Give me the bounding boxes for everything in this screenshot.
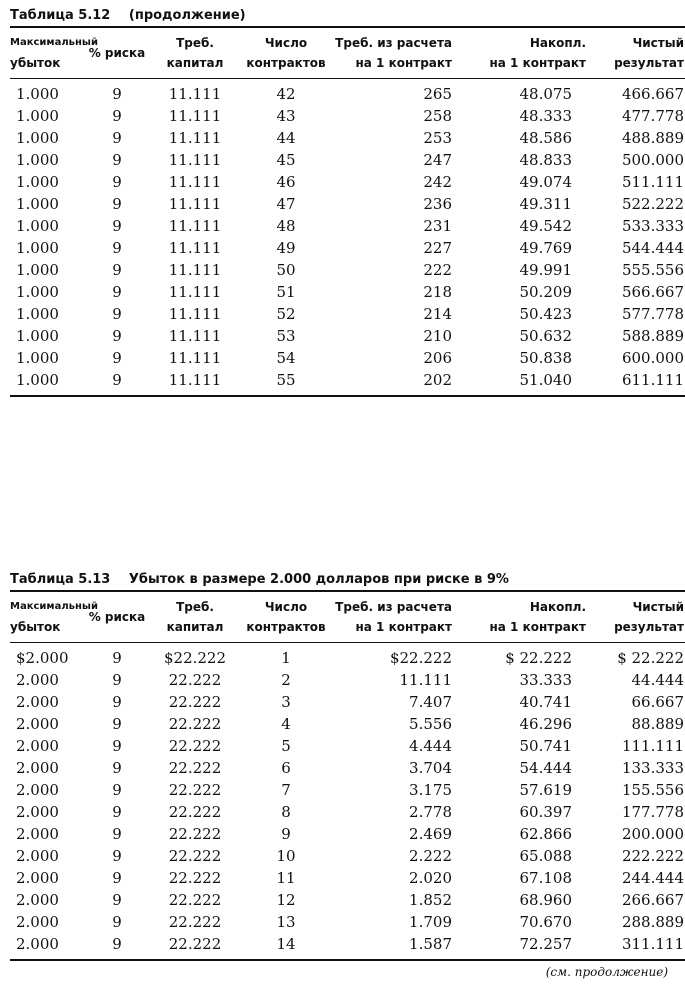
required-capital-cell: 11.111 [168, 151, 222, 169]
accumulated-per-contract-cell: 67.108 [519, 869, 572, 887]
accumulated-per-contract-cell: 33.333 [519, 671, 572, 689]
max-loss-cell: 2.000 [16, 737, 59, 755]
table-row [10, 779, 685, 801]
risk-percent-cell: 9 [112, 825, 122, 843]
required-capital-cell: 11.111 [168, 349, 222, 367]
required-capital-cell: 11.111 [168, 305, 222, 323]
table-row [10, 643, 685, 670]
table-row [10, 303, 685, 325]
col-header-net-result: Чистый результат [592, 591, 685, 643]
risk-percent-cell: 9 [112, 649, 122, 667]
table-row [10, 845, 685, 867]
col-header-required-capital: Треб. капитал [152, 27, 238, 79]
table-row [10, 171, 685, 193]
net-result-cell: 133.333 [621, 759, 684, 777]
net-result-cell: 88.889 [631, 715, 684, 733]
risk-percent-cell: 9 [112, 261, 122, 279]
required-capital-cell: 22.222 [168, 715, 222, 733]
col-header-contracts: Число контрактов [238, 591, 334, 643]
table-row [10, 127, 685, 149]
max-loss-cell: 2.000 [16, 715, 59, 733]
col-header-accumulated-per-contract: Накопл. на 1 контракт [456, 27, 592, 79]
header-row [10, 591, 685, 643]
contracts-cell: 12 [276, 891, 296, 909]
contracts-cell: 1 [281, 649, 291, 667]
required-per-contract-cell: 236 [423, 195, 452, 213]
accumulated-per-contract-cell: 50.209 [519, 283, 572, 301]
required-per-contract-cell: 258 [423, 107, 452, 125]
accumulated-per-contract-cell: 51.040 [519, 371, 572, 389]
table-row [10, 79, 685, 106]
accumulated-per-contract-cell: 50.741 [519, 737, 572, 755]
max-loss-cell: 2.000 [16, 825, 59, 843]
net-result-cell: 544.444 [621, 239, 684, 257]
contracts-cell: 48 [276, 217, 296, 235]
contracts-cell: 42 [276, 85, 296, 103]
table-row [10, 867, 685, 889]
required-capital-cell: 11.111 [168, 239, 222, 257]
net-result-cell: $ 22.222 [617, 649, 684, 667]
accumulated-per-contract-cell: 49.542 [519, 217, 572, 235]
risk-percent-cell: 9 [112, 891, 122, 909]
contracts-cell: 51 [276, 283, 296, 301]
max-loss-cell: 1.000 [16, 349, 59, 367]
col-header-max-loss: Максимальный убыток [10, 591, 82, 643]
required-capital-cell: 11.111 [168, 261, 222, 279]
required-capital-cell: 11.111 [168, 195, 222, 213]
required-capital-cell: 22.222 [168, 803, 222, 821]
required-capital-cell: 11.111 [168, 173, 222, 191]
required-per-contract-cell: 11.111 [399, 671, 452, 689]
table-row [10, 281, 685, 303]
contracts-cell: 8 [281, 803, 291, 821]
col-header-required-per-contract: Треб. из расчета на 1 контракт [334, 591, 456, 643]
col-header-required-per-contract: Треб. из расчета на 1 контракт [334, 27, 456, 79]
required-capital-cell: 11.111 [168, 217, 222, 235]
max-loss-cell: 2.000 [16, 935, 59, 953]
max-loss-cell: 1.000 [16, 195, 59, 213]
contracts-cell: 3 [281, 693, 291, 711]
risk-percent-cell: 9 [112, 781, 122, 799]
required-per-contract-cell: 2.469 [409, 825, 452, 843]
contracts-cell: 9 [281, 825, 291, 843]
required-per-contract-cell: 5.556 [409, 715, 452, 733]
contracts-cell: 53 [276, 327, 296, 345]
net-result-cell: 511.111 [621, 173, 684, 191]
accumulated-per-contract-cell: 46.296 [519, 715, 572, 733]
risk-percent-cell: 9 [112, 217, 122, 235]
required-per-contract-cell: 2.778 [409, 803, 452, 821]
required-per-contract-cell: 7.407 [409, 693, 452, 711]
required-per-contract-cell: 2.020 [409, 869, 452, 887]
net-result-cell: 533.333 [621, 217, 684, 235]
max-loss-cell: 1.000 [16, 173, 59, 191]
required-per-contract-cell: 206 [423, 349, 452, 367]
header-row [10, 27, 685, 79]
max-loss-cell: 1.000 [16, 217, 59, 235]
accumulated-per-contract-cell: 60.397 [519, 803, 572, 821]
table-row [10, 669, 685, 691]
net-result-cell: 488.889 [621, 129, 684, 147]
required-capital-cell: $22.222 [163, 649, 227, 667]
table-row [10, 889, 685, 911]
accumulated-per-contract-cell: 50.838 [519, 349, 572, 367]
risk-percent-cell: 9 [112, 869, 122, 887]
table-row [10, 713, 685, 735]
required-capital-cell: 22.222 [168, 847, 222, 865]
accumulated-per-contract-cell: 49.991 [519, 261, 572, 279]
required-per-contract-cell: 1.852 [409, 891, 452, 909]
risk-percent-cell: 9 [112, 85, 122, 103]
accumulated-per-contract-cell: 48.833 [519, 151, 572, 169]
max-loss-cell: 1.000 [16, 107, 59, 125]
max-loss-cell: 2.000 [16, 869, 59, 887]
required-capital-cell: 22.222 [168, 869, 222, 887]
table-row [10, 105, 685, 127]
max-loss-cell: 1.000 [16, 129, 59, 147]
required-per-contract-cell: 1.709 [409, 913, 452, 931]
table-row [10, 911, 685, 933]
net-result-cell: 311.111 [621, 935, 684, 953]
risk-percent-cell: 9 [112, 671, 122, 689]
accumulated-per-contract-cell: 49.311 [519, 195, 572, 213]
contracts-cell: 2 [281, 671, 291, 689]
accumulated-per-contract-cell: 62.866 [519, 825, 572, 843]
required-per-contract-cell: 4.444 [409, 737, 452, 755]
accumulated-per-contract-cell: 49.769 [519, 239, 572, 257]
max-loss-cell: 1.000 [16, 151, 59, 169]
col-header-contracts: Число контрактов [238, 27, 334, 79]
net-result-cell: 155.556 [621, 781, 684, 799]
table-title: Убыток в размере 2.000 долларов при риске в 9% [128, 572, 509, 587]
accumulated-per-contract-cell: 48.586 [519, 129, 572, 147]
table-number: Таблица 5.12 [10, 8, 111, 23]
net-result-cell: 466.667 [621, 85, 684, 103]
accumulated-per-contract-cell: 48.333 [519, 107, 572, 125]
max-loss-cell: 2.000 [16, 803, 59, 821]
max-loss-cell: 2.000 [16, 847, 59, 865]
contracts-cell: 46 [276, 173, 296, 191]
col-header-net-result: Чистый результат [592, 27, 685, 79]
required-per-contract-cell: $22.222 [389, 649, 452, 667]
accumulated-per-contract-cell: 48.075 [519, 85, 572, 103]
max-loss-cell: 2.000 [16, 671, 59, 689]
table-caption [10, 6, 674, 26]
contracts-cell: 50 [276, 261, 296, 279]
net-result-cell: 288.889 [621, 913, 684, 931]
max-loss-cell: 2.000 [16, 759, 59, 777]
contracts-cell: 44 [276, 129, 296, 147]
required-capital-cell: 22.222 [168, 693, 222, 711]
accumulated-per-contract-cell: 57.619 [519, 781, 572, 799]
risk-percent-cell: 9 [112, 239, 122, 257]
table-row [10, 735, 685, 757]
contracts-cell: 43 [276, 107, 296, 125]
contracts-cell: 47 [276, 195, 296, 213]
col-header-accumulated-per-contract: Накопл. на 1 контракт [456, 591, 592, 643]
table-row [10, 325, 685, 347]
max-loss-cell: 2.000 [16, 693, 59, 711]
risk-percent-cell: 9 [112, 847, 122, 865]
risk-percent-cell: 9 [112, 759, 122, 777]
contracts-cell: 7 [281, 781, 291, 799]
table-row [10, 369, 685, 396]
required-capital-cell: 11.111 [168, 107, 222, 125]
data-table [10, 590, 685, 961]
max-loss-cell: 1.000 [16, 327, 59, 345]
max-loss-cell: 2.000 [16, 891, 59, 909]
required-capital-cell: 22.222 [168, 935, 222, 953]
risk-percent-cell: 9 [112, 195, 122, 213]
accumulated-per-contract-cell: 72.257 [519, 935, 572, 953]
accumulated-per-contract-cell: 68.960 [519, 891, 572, 909]
contracts-cell: 4 [281, 715, 291, 733]
risk-percent-cell: 9 [112, 349, 122, 367]
net-result-cell: 500.000 [621, 151, 684, 169]
required-per-contract-cell: 3.704 [409, 759, 452, 777]
net-result-cell: 600.000 [621, 349, 684, 367]
table-caption [10, 570, 674, 590]
accumulated-per-contract-cell: 54.444 [519, 759, 572, 777]
required-per-contract-cell: 242 [423, 173, 452, 191]
required-per-contract-cell: 247 [423, 151, 452, 169]
accumulated-per-contract-cell: 50.632 [519, 327, 572, 345]
risk-percent-cell: 9 [112, 693, 122, 711]
required-per-contract-cell: 218 [423, 283, 452, 301]
net-result-cell: 244.444 [621, 869, 684, 887]
risk-percent-cell: 9 [112, 715, 122, 733]
required-capital-cell: 22.222 [168, 781, 222, 799]
contracts-cell: 49 [276, 239, 296, 257]
net-result-cell: 611.111 [621, 371, 684, 389]
required-per-contract-cell: 253 [423, 129, 452, 147]
risk-percent-cell: 9 [112, 173, 122, 191]
net-result-cell: 477.778 [621, 107, 684, 125]
max-loss-cell: 2.000 [16, 913, 59, 931]
table-number: Таблица 5.13 [10, 572, 111, 587]
contracts-cell: 13 [276, 913, 296, 931]
required-capital-cell: 11.111 [168, 327, 222, 345]
required-per-contract-cell: 214 [423, 305, 452, 323]
net-result-cell: 266.667 [621, 891, 684, 909]
contracts-cell: 54 [276, 349, 296, 367]
risk-percent-cell: 9 [112, 913, 122, 931]
required-capital-cell: 11.111 [168, 85, 222, 103]
net-result-cell: 111.111 [621, 737, 684, 755]
contracts-cell: 45 [276, 151, 296, 169]
required-per-contract-cell: 202 [423, 371, 452, 389]
risk-percent-cell: 9 [112, 371, 122, 389]
risk-percent-cell: 9 [112, 305, 122, 323]
required-per-contract-cell: 265 [423, 85, 452, 103]
accumulated-per-contract-cell: 50.423 [519, 305, 572, 323]
max-loss-cell: 1.000 [16, 305, 59, 323]
col-header-required-capital: Треб. капитал [152, 591, 238, 643]
required-per-contract-cell: 210 [423, 327, 452, 345]
required-capital-cell: 22.222 [168, 825, 222, 843]
required-capital-cell: 11.111 [168, 129, 222, 147]
net-result-cell: 66.667 [631, 693, 684, 711]
net-result-cell: 200.000 [621, 825, 684, 843]
net-result-cell: 44.444 [631, 671, 684, 689]
risk-percent-cell: 9 [112, 129, 122, 147]
required-per-contract-cell: 227 [423, 239, 452, 257]
net-result-cell: 177.778 [621, 803, 684, 821]
risk-percent-cell: 9 [112, 151, 122, 169]
table-row [10, 149, 685, 171]
net-result-cell: 222.222 [621, 847, 684, 865]
required-capital-cell: 22.222 [168, 891, 222, 909]
net-result-cell: 577.778 [621, 305, 684, 323]
accumulated-per-contract-cell: $ 22.222 [505, 649, 572, 667]
max-loss-cell: 1.000 [16, 261, 59, 279]
required-per-contract-cell: 222 [423, 261, 452, 279]
table-row [10, 801, 685, 823]
table-body [10, 643, 685, 961]
net-result-cell: 522.222 [621, 195, 684, 213]
required-per-contract-cell: 1.587 [409, 935, 452, 953]
continued-note: (см. продолжение) [545, 965, 668, 979]
max-loss-cell: $2.000 [16, 649, 69, 667]
required-per-contract-cell: 231 [423, 217, 452, 235]
required-capital-cell: 11.111 [168, 371, 222, 389]
table-row [10, 823, 685, 845]
net-result-cell: 588.889 [621, 327, 684, 345]
accumulated-per-contract-cell: 65.088 [519, 847, 572, 865]
col-header-risk-percent: % риска [82, 591, 152, 643]
contracts-cell: 11 [276, 869, 296, 887]
net-result-cell: 555.556 [621, 261, 684, 279]
table-5-12-block [10, 6, 684, 397]
required-capital-cell: 22.222 [168, 759, 222, 777]
accumulated-per-contract-cell: 70.670 [519, 913, 572, 931]
contracts-cell: 52 [276, 305, 296, 323]
required-capital-cell: 11.111 [168, 283, 222, 301]
max-loss-cell: 1.000 [16, 239, 59, 257]
table-row [10, 237, 685, 259]
max-loss-cell: 1.000 [16, 85, 59, 103]
risk-percent-cell: 9 [112, 283, 122, 301]
required-capital-cell: 22.222 [168, 913, 222, 931]
risk-percent-cell: 9 [112, 737, 122, 755]
col-header-risk-percent: % риска [82, 27, 152, 79]
col-header-max-loss: Максимальный убыток [10, 27, 82, 79]
contracts-cell: 10 [276, 847, 296, 865]
contracts-cell: 6 [281, 759, 291, 777]
risk-percent-cell: 9 [112, 935, 122, 953]
table-row [10, 347, 685, 369]
table-5-13-block [10, 570, 684, 979]
table-row [10, 215, 685, 237]
table-body [10, 79, 685, 397]
table-title: (продолжение) [128, 8, 246, 23]
required-per-contract-cell: 3.175 [409, 781, 452, 799]
table-row [10, 757, 685, 779]
required-capital-cell: 22.222 [168, 671, 222, 689]
required-capital-cell: 22.222 [168, 737, 222, 755]
max-loss-cell: 1.000 [16, 371, 59, 389]
net-result-cell: 566.667 [621, 283, 684, 301]
required-per-contract-cell: 2.222 [409, 847, 452, 865]
data-table [10, 26, 685, 397]
risk-percent-cell: 9 [112, 803, 122, 821]
max-loss-cell: 2.000 [16, 781, 59, 799]
accumulated-per-contract-cell: 49.074 [519, 173, 572, 191]
max-loss-cell: 1.000 [16, 283, 59, 301]
table-row [10, 933, 685, 960]
risk-percent-cell: 9 [112, 327, 122, 345]
table-row [10, 691, 685, 713]
accumulated-per-contract-cell: 40.741 [519, 693, 572, 711]
risk-percent-cell: 9 [112, 107, 122, 125]
contracts-cell: 5 [281, 737, 291, 755]
contracts-cell: 14 [276, 935, 296, 953]
table-row [10, 259, 685, 281]
table-row [10, 193, 685, 215]
contracts-cell: 55 [276, 371, 296, 389]
